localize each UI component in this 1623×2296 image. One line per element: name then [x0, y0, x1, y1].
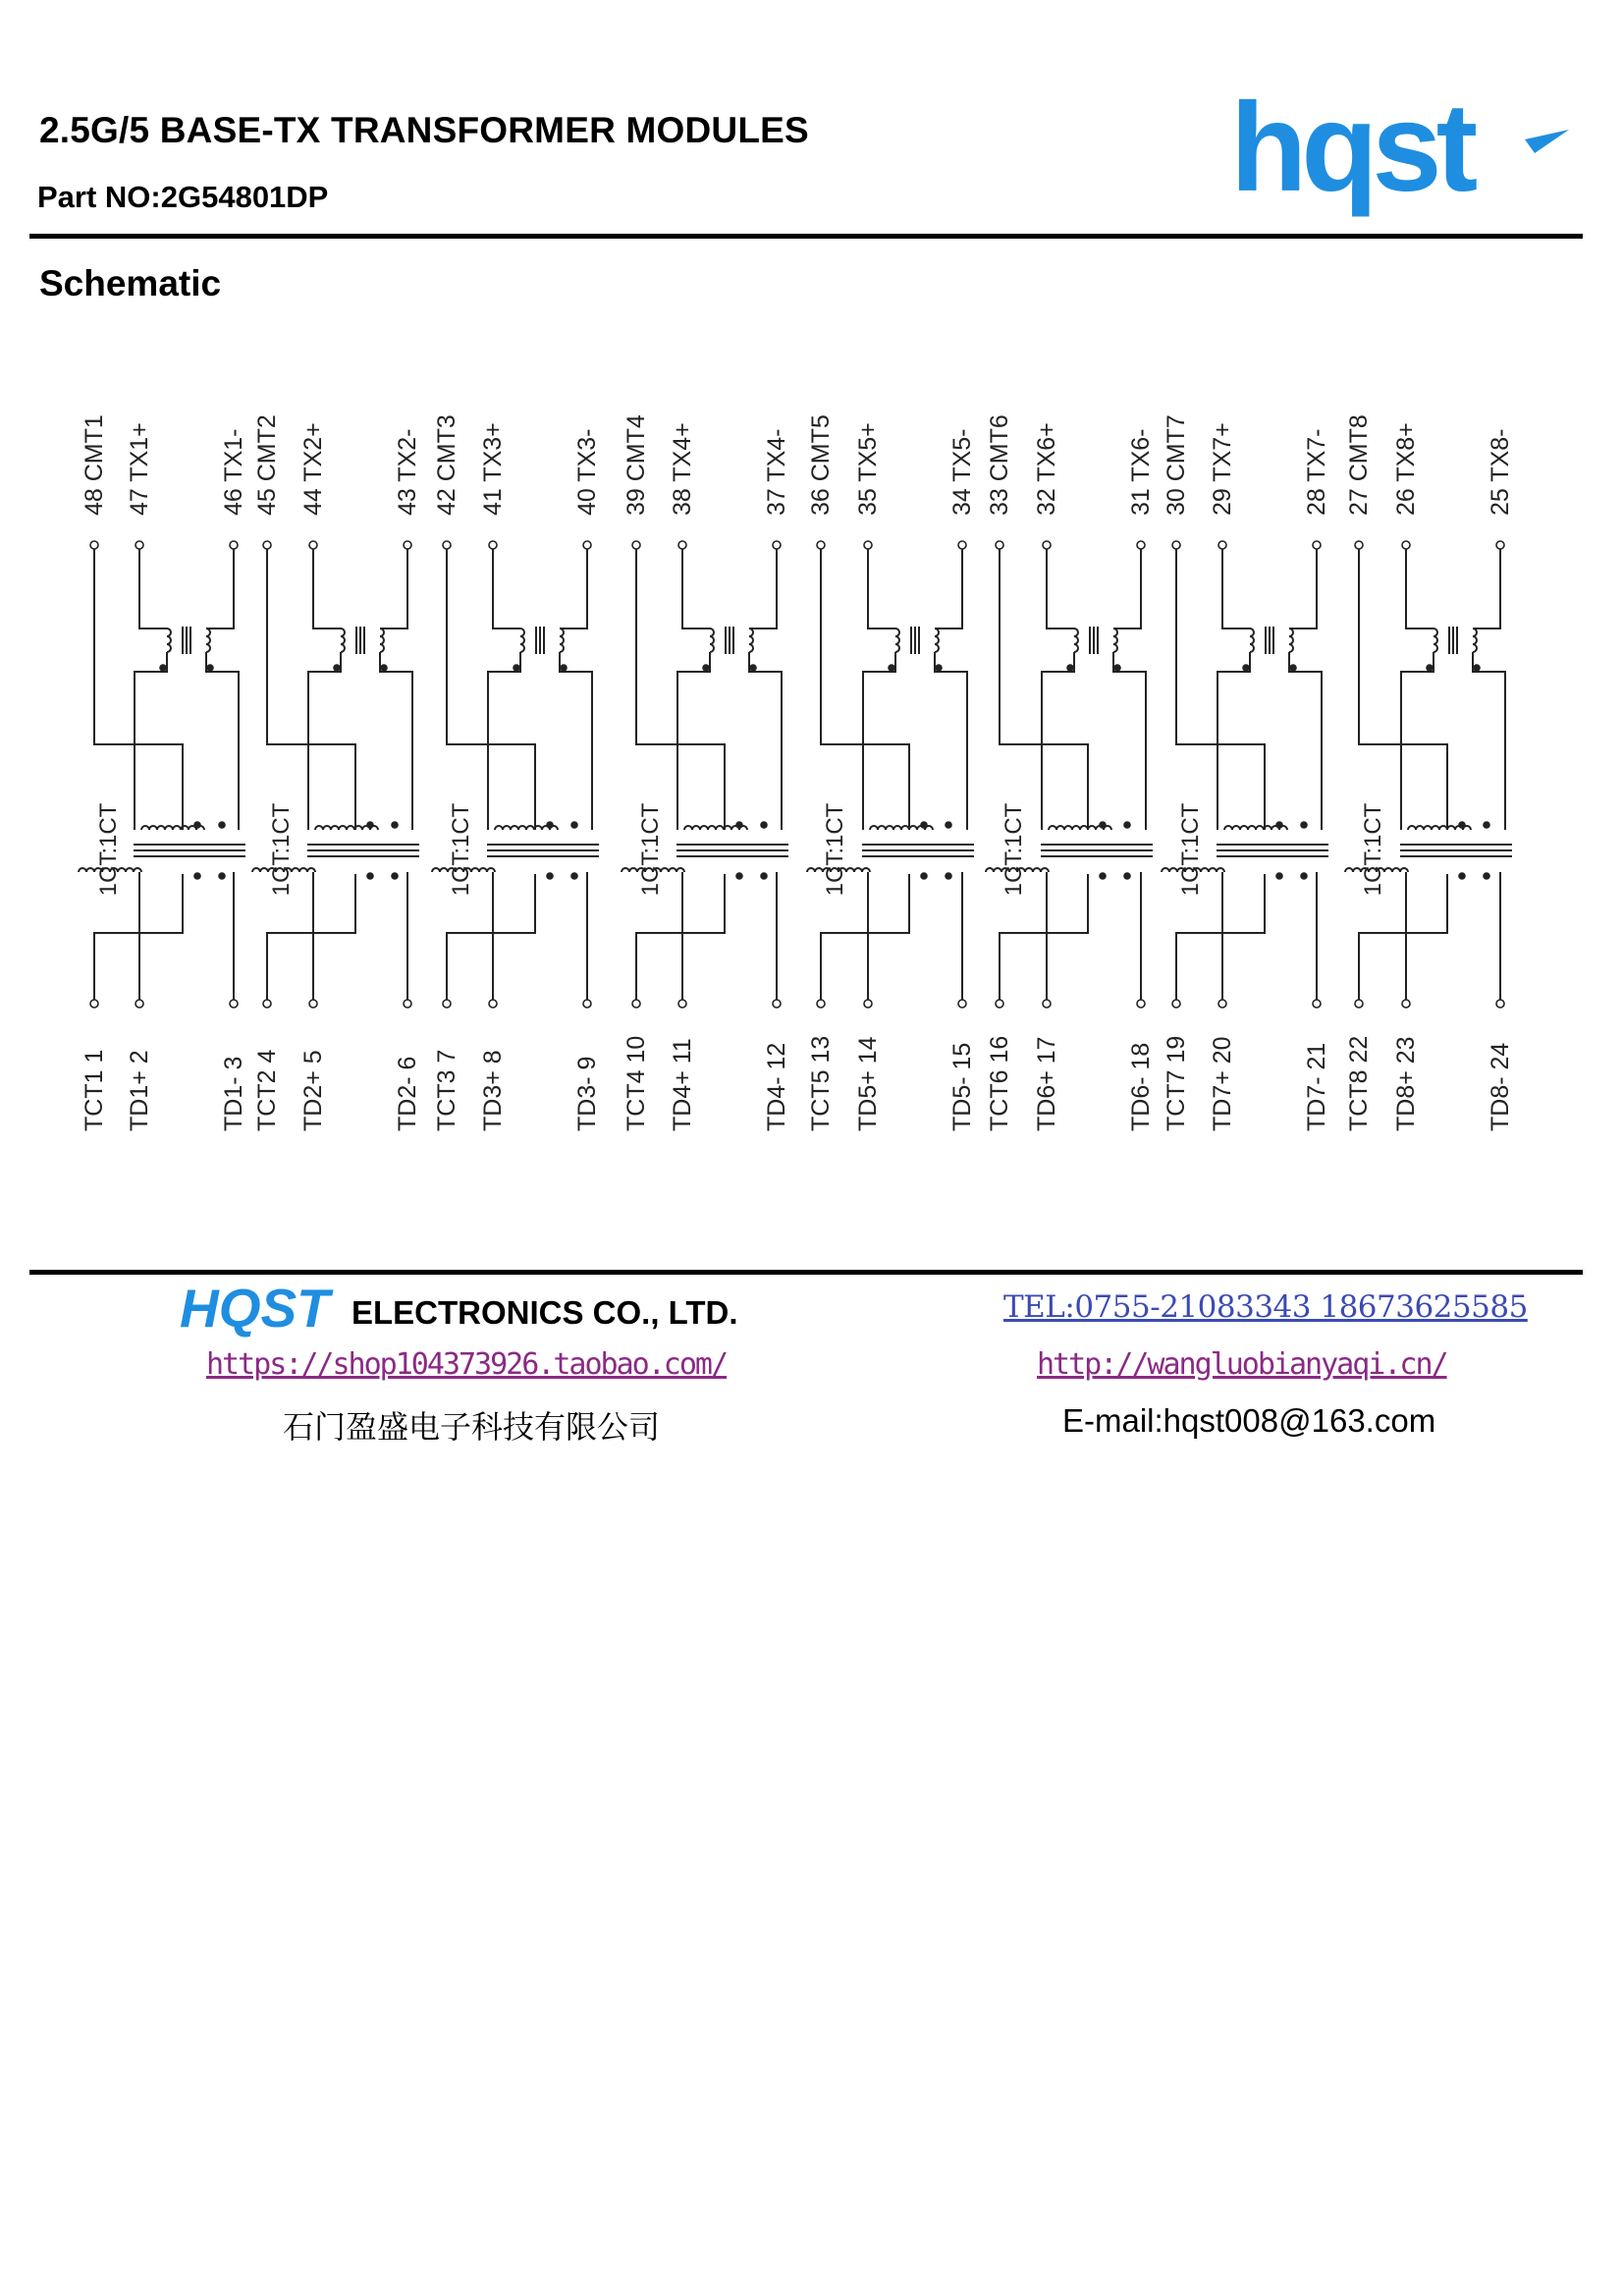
transformer-dot-s1-1	[194, 873, 200, 879]
bottom-pin-terminal-4-0	[632, 1000, 640, 1008]
bottom-pin-terminal-8-2	[1496, 1000, 1504, 1008]
choke-lead-plus-1	[139, 549, 167, 629]
bottom-pin-terminal-5-2	[958, 1000, 966, 1008]
bottom-pin-terminal-1-2	[230, 1000, 238, 1008]
bottom-pin-label-2: TD1+ 2	[126, 1050, 153, 1131]
choke-dot-b-3	[561, 665, 567, 671]
logo-text: hqst	[1230, 92, 1473, 218]
ratio-label-6: 1CT:1CT	[1001, 802, 1027, 897]
transformer-dot-p2-5	[946, 822, 951, 828]
transformer-dot-p2-6	[1124, 822, 1130, 828]
top-pin-label-43: 43 TX2-	[394, 428, 421, 516]
bottom-pin-label-17: TD6+ 17	[1033, 1036, 1060, 1131]
bottom-pin-label-7: TCT3 7	[433, 1049, 460, 1131]
top-pin-terminal-3-0	[443, 541, 451, 549]
choke-out-a-3	[488, 652, 520, 830]
choke-out-a-2	[308, 652, 341, 830]
top-pin-terminal-5-0	[817, 541, 825, 549]
transformer-dot-s2-4	[761, 873, 767, 879]
choke-lead-plus-4	[682, 549, 710, 629]
footer-company-name: ELECTRONICS CO., LTD.	[352, 1294, 738, 1331]
hqst-logo	[1230, 92, 1569, 225]
bottom-pin-label-8: TD3+ 8	[479, 1050, 507, 1131]
top-pin-terminal-2-2	[404, 541, 411, 549]
cmt-line-8	[1359, 549, 1447, 830]
choke-core-7	[1266, 627, 1273, 654]
top-pin-label-36: 36 CMT5	[807, 414, 835, 516]
bottom-pin-terminal-3-1	[489, 1000, 497, 1008]
cmt-line-7	[1176, 549, 1265, 830]
top-pin-terminal-1-1	[135, 541, 143, 549]
document-title: 2.5G/5 BASE-TX TRANSFORMER MODULES	[39, 110, 809, 150]
transformer-dot-s1-2	[367, 873, 373, 879]
transformer-core-8	[1400, 845, 1512, 856]
choke-coil-b-8	[1473, 629, 1477, 652]
transformer-core-1	[134, 845, 245, 856]
choke-coil-a-1	[167, 629, 171, 652]
choke-dot-a-3	[514, 665, 519, 671]
bottom-pin-terminal-8-1	[1402, 1000, 1410, 1008]
top-pin-terminal-7-1	[1218, 541, 1226, 549]
bottom-pin-label-6: TD2- 6	[394, 1056, 421, 1131]
bottom-pin-terminal-4-2	[773, 1000, 781, 1008]
transformer-dot-s2-8	[1484, 873, 1489, 879]
choke-core-5	[911, 627, 919, 654]
transformer-core-4	[676, 845, 788, 856]
top-pin-terminal-6-0	[996, 541, 1003, 549]
footer-email[interactable]: E-mail:hqst008@163.com	[1062, 1402, 1436, 1439]
transformer-dot-s1-7	[1276, 873, 1282, 879]
choke-coil-b-3	[560, 629, 564, 652]
choke-out-a-6	[1042, 652, 1074, 830]
choke-dot-b-1	[207, 665, 213, 671]
part-number: Part NO:2G54801DP	[37, 180, 329, 214]
footer-tel-link[interactable]: TEL:0755-21083343 18673625585	[1003, 1289, 1528, 1325]
bottom-pin-label-5: TD2+ 5	[299, 1050, 327, 1131]
top-pin-label-33: 33 CMT6	[986, 414, 1013, 516]
top-pin-terminal-2-0	[263, 541, 271, 549]
choke-lead-minus-8	[1473, 549, 1500, 629]
transformer-dot-s2-3	[571, 873, 577, 879]
bottom-pin-terminal-8-0	[1355, 1000, 1363, 1008]
bottom-pin-label-10: TCT4 10	[622, 1035, 650, 1131]
choke-core-2	[356, 627, 364, 654]
choke-coil-b-1	[206, 629, 210, 652]
choke-dot-b-5	[936, 665, 942, 671]
choke-out-a-1	[135, 652, 167, 830]
top-pin-label-48: 48 CMT1	[81, 414, 108, 516]
transformer-dot-p1-8	[1459, 822, 1465, 828]
header-divider	[29, 234, 1583, 239]
choke-coil-b-2	[380, 629, 384, 652]
top-pin-label-28: 28 TX7-	[1303, 428, 1330, 516]
choke-lead-plus-5	[868, 549, 895, 629]
choke-out-b-5	[935, 652, 967, 830]
choke-out-a-7	[1217, 652, 1250, 830]
schematic-diagram	[0, 373, 1623, 1139]
choke-lead-minus-1	[206, 549, 234, 629]
choke-out-a-5	[863, 652, 895, 830]
top-pin-label-47: 47 TX1+	[126, 422, 153, 516]
ratio-label-3: 1CT:1CT	[448, 802, 474, 897]
top-pin-label-46: 46 TX1-	[220, 428, 247, 516]
choke-out-b-3	[560, 652, 592, 830]
choke-core-8	[1449, 627, 1457, 654]
cmt-line-3	[447, 549, 535, 830]
transformer-core-7	[1217, 845, 1328, 856]
choke-dot-a-6	[1067, 665, 1073, 671]
choke-coil-a-8	[1434, 629, 1437, 652]
bottom-pin-label-11: TD4+ 11	[669, 1038, 696, 1131]
top-pin-label-27: 27 CMT8	[1345, 414, 1373, 516]
choke-lead-plus-8	[1406, 549, 1434, 629]
bottom-pin-label-9: TD3- 9	[573, 1056, 601, 1131]
choke-coil-a-4	[710, 629, 714, 652]
choke-dot-a-8	[1427, 665, 1433, 671]
footer-shop-link[interactable]: https://shop104373926.taobao.com/	[206, 1347, 728, 1382]
top-pin-terminal-3-1	[489, 541, 497, 549]
choke-coil-a-2	[341, 629, 345, 652]
choke-lead-minus-4	[749, 549, 777, 629]
top-pin-terminal-8-2	[1496, 541, 1504, 549]
choke-dot-b-7	[1290, 665, 1296, 671]
top-pin-label-26: 26 TX8+	[1392, 422, 1420, 516]
choke-core-1	[183, 627, 190, 654]
choke-dot-a-4	[703, 665, 709, 671]
bottom-pin-terminal-2-2	[404, 1000, 411, 1008]
transformer-dot-s1-4	[736, 873, 742, 879]
top-pin-terminal-5-2	[958, 541, 966, 549]
top-pin-label-35: 35 TX5+	[854, 422, 882, 516]
section-title: Schematic	[39, 263, 222, 303]
bottom-pin-label-24: TD8- 24	[1487, 1042, 1514, 1131]
ratio-label-2: 1CT:1CT	[268, 802, 295, 897]
choke-dot-a-1	[160, 665, 166, 671]
top-pin-label-37: 37 TX4-	[763, 428, 790, 516]
bottom-pin-terminal-6-0	[996, 1000, 1003, 1008]
bottom-pin-terminal-7-1	[1218, 1000, 1226, 1008]
choke-out-b-7	[1289, 652, 1322, 830]
choke-coil-a-3	[520, 629, 524, 652]
top-pin-label-29: 29 TX7+	[1209, 422, 1236, 516]
choke-lead-minus-6	[1113, 549, 1141, 629]
bottom-pin-label-18: TD6- 18	[1127, 1042, 1155, 1131]
bottom-pin-label-21: TD7- 21	[1303, 1042, 1330, 1131]
bottom-pin-terminal-3-2	[583, 1000, 591, 1008]
choke-coil-b-7	[1289, 629, 1293, 652]
cmt-line-4	[636, 549, 725, 830]
choke-dot-b-2	[381, 665, 387, 671]
top-pin-terminal-4-2	[773, 541, 781, 549]
transformer-dot-s2-2	[392, 873, 398, 879]
choke-out-b-6	[1113, 652, 1146, 830]
transformer-dot-s2-1	[219, 873, 225, 879]
bottom-pin-label-13: TCT5 13	[807, 1035, 835, 1131]
choke-lead-plus-2	[313, 549, 341, 629]
bottom-pin-terminal-7-0	[1172, 1000, 1180, 1008]
top-pin-label-32: 32 TX6+	[1033, 422, 1060, 516]
transformer-dot-s2-7	[1301, 873, 1307, 879]
transformer-dot-s2-5	[946, 873, 951, 879]
footer-chinese-company-name: 石门盈盛电子科技有限公司	[283, 1408, 661, 1446]
bottom-pin-terminal-2-1	[309, 1000, 317, 1008]
top-pin-terminal-4-0	[632, 541, 640, 549]
bottom-pin-label-3: TD1- 3	[220, 1056, 247, 1131]
transformer-dot-s1-8	[1459, 873, 1465, 879]
transformer-dot-p2-4	[761, 822, 767, 828]
choke-lead-minus-7	[1289, 549, 1317, 629]
choke-dot-a-2	[334, 665, 340, 671]
top-pin-terminal-2-1	[309, 541, 317, 549]
top-pin-label-30: 30 CMT7	[1163, 414, 1190, 516]
bottom-pin-terminal-4-1	[678, 1000, 686, 1008]
bottom-pin-label-20: TD7+ 20	[1209, 1036, 1236, 1131]
bottom-pin-terminal-1-0	[90, 1000, 98, 1008]
transformer-dot-s2-6	[1124, 873, 1130, 879]
choke-out-a-8	[1401, 652, 1434, 830]
transformer-core-6	[1041, 845, 1153, 856]
choke-dot-a-7	[1243, 665, 1249, 671]
bottom-pin-label-23: TD8+ 23	[1392, 1036, 1420, 1131]
choke-dot-b-6	[1114, 665, 1120, 671]
transformer-core-2	[307, 845, 419, 856]
choke-coil-b-6	[1113, 629, 1117, 652]
top-pin-label-31: 31 TX6-	[1127, 428, 1155, 516]
top-pin-label-39: 39 CMT4	[622, 414, 650, 516]
transformer-dot-p2-3	[571, 822, 577, 828]
transformer-dot-p2-7	[1301, 822, 1307, 828]
bottom-pin-label-12: TD4- 12	[763, 1042, 790, 1131]
choke-coil-b-5	[935, 629, 939, 652]
choke-coil-a-6	[1074, 629, 1078, 652]
top-pin-label-45: 45 CMT2	[253, 414, 281, 516]
bottom-pin-terminal-7-2	[1313, 1000, 1321, 1008]
top-pin-terminal-4-1	[678, 541, 686, 549]
top-pin-terminal-6-2	[1137, 541, 1145, 549]
transformer-dot-p1-2	[367, 822, 373, 828]
transformer-dot-s1-3	[547, 873, 553, 879]
top-pin-label-42: 42 CMT3	[433, 414, 460, 516]
transformer-dot-p1-4	[736, 822, 742, 828]
top-pin-terminal-6-1	[1043, 541, 1051, 549]
bottom-pin-label-14: TD5+ 14	[854, 1036, 882, 1131]
ratio-label-8: 1CT:1CT	[1360, 802, 1386, 897]
choke-out-b-8	[1473, 652, 1505, 830]
choke-core-6	[1090, 627, 1098, 654]
top-pin-terminal-1-0	[90, 541, 98, 549]
bottom-pin-label-1: TCT1 1	[81, 1049, 108, 1131]
footer-brand: HQST	[180, 1278, 330, 1339]
bottom-pin-label-19: TCT7 19	[1163, 1035, 1190, 1131]
bottom-pin-terminal-6-2	[1137, 1000, 1145, 1008]
choke-lead-minus-5	[935, 549, 962, 629]
footer-divider	[29, 1270, 1583, 1275]
bottom-pin-terminal-6-1	[1043, 1000, 1051, 1008]
transformer-dot-p1-6	[1100, 822, 1106, 828]
top-pin-terminal-3-2	[583, 541, 591, 549]
bottom-pin-label-22: TCT8 22	[1345, 1035, 1373, 1131]
top-pin-label-34: 34 TX5-	[948, 428, 976, 516]
bottom-pin-terminal-2-0	[263, 1000, 271, 1008]
transformer-dot-s1-5	[921, 873, 927, 879]
footer-website-link[interactable]: http://wangluobianyaqi.cn/	[1037, 1347, 1447, 1382]
choke-out-a-4	[677, 652, 710, 830]
choke-dot-b-8	[1474, 665, 1480, 671]
choke-coil-a-7	[1250, 629, 1254, 652]
choke-dot-a-5	[889, 665, 894, 671]
bottom-pin-label-15: TD5- 15	[948, 1042, 976, 1131]
transformer-dot-p2-2	[392, 822, 398, 828]
choke-lead-minus-3	[560, 549, 587, 629]
choke-dot-b-4	[750, 665, 756, 671]
top-pin-terminal-7-0	[1172, 541, 1180, 549]
top-pin-terminal-5-1	[864, 541, 872, 549]
ratio-label-1: 1CT:1CT	[95, 802, 122, 897]
cmt-line-5	[821, 549, 909, 830]
choke-lead-minus-2	[380, 549, 407, 629]
bottom-pin-terminal-5-0	[817, 1000, 825, 1008]
bottom-pin-label-16: TCT6 16	[986, 1035, 1013, 1131]
top-pin-label-41: 41 TX3+	[479, 422, 507, 516]
choke-out-b-4	[749, 652, 782, 830]
cmt-line-6	[1000, 549, 1088, 830]
choke-out-b-1	[206, 652, 239, 830]
choke-out-b-2	[380, 652, 412, 830]
transformer-dot-p1-1	[194, 822, 200, 828]
choke-coil-b-4	[749, 629, 753, 652]
transformer-dot-s1-6	[1100, 873, 1106, 879]
top-pin-terminal-7-2	[1313, 541, 1321, 549]
top-pin-terminal-8-0	[1355, 541, 1363, 549]
choke-core-4	[726, 627, 733, 654]
bottom-pin-terminal-5-1	[864, 1000, 872, 1008]
transformer-dot-p1-3	[547, 822, 553, 828]
choke-lead-plus-7	[1222, 549, 1250, 629]
choke-coil-a-5	[895, 629, 899, 652]
choke-core-3	[536, 627, 544, 654]
ratio-label-4: 1CT:1CT	[637, 802, 664, 897]
transformer-dot-p2-8	[1484, 822, 1489, 828]
transformer-dot-p2-1	[219, 822, 225, 828]
top-pin-label-44: 44 TX2+	[299, 422, 327, 516]
transformer-core-5	[862, 845, 974, 856]
bottom-pin-terminal-3-0	[443, 1000, 451, 1008]
bottom-pin-label-4: TCT2 4	[253, 1049, 281, 1131]
top-pin-terminal-8-1	[1402, 541, 1410, 549]
choke-lead-plus-3	[493, 549, 520, 629]
transformer-dot-p1-5	[921, 822, 927, 828]
transformer-dot-p1-7	[1276, 822, 1282, 828]
transformer-core-3	[487, 845, 599, 856]
top-pin-label-25: 25 TX8-	[1487, 428, 1514, 516]
logo-arrow-icon	[1525, 130, 1569, 153]
cmt-line-2	[267, 549, 355, 830]
ratio-label-7: 1CT:1CT	[1177, 802, 1204, 897]
ratio-label-5: 1CT:1CT	[822, 802, 848, 897]
top-pin-terminal-1-2	[230, 541, 238, 549]
bottom-pin-terminal-1-1	[135, 1000, 143, 1008]
top-pin-label-40: 40 TX3-	[573, 428, 601, 516]
top-pin-label-38: 38 TX4+	[669, 422, 696, 516]
choke-lead-plus-6	[1047, 549, 1074, 629]
